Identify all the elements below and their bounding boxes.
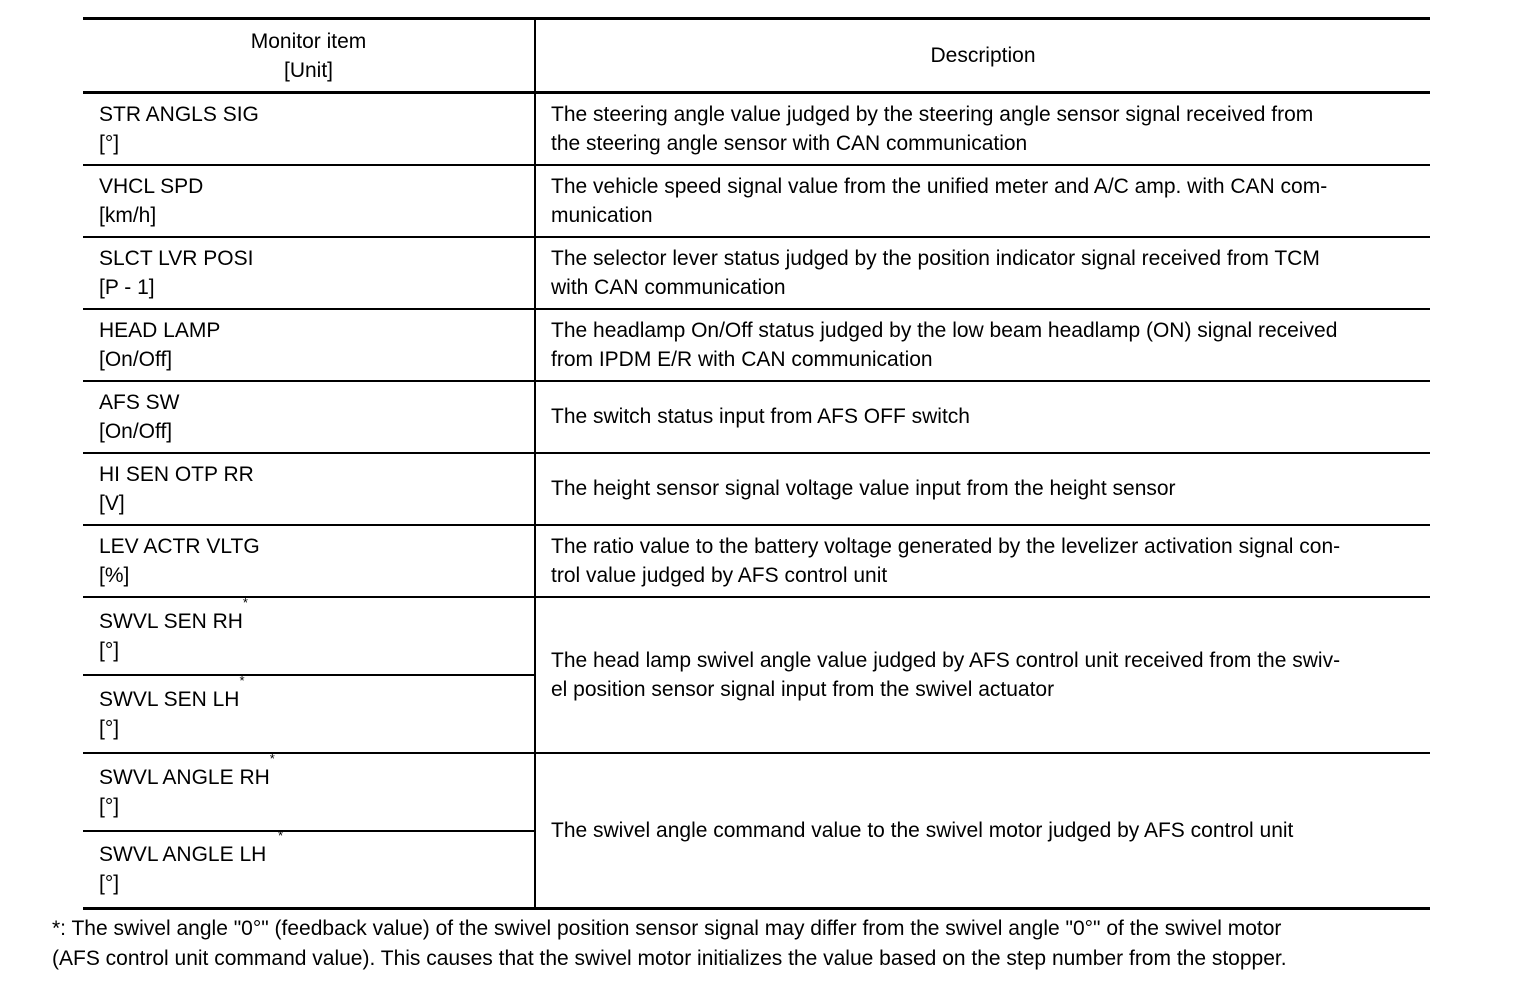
header-monitor-item	[83, 19, 535, 93]
description-line: munication	[551, 203, 653, 227]
monitor-item-table	[83, 17, 1430, 910]
header-monitor-item-label: Monitor item	[250, 29, 367, 53]
description-line: The ratio value to the battery voltage generated by the levelizer activation signal con-	[551, 534, 1341, 558]
monitor-item-unit: [°]	[99, 794, 120, 818]
description-line: The headlamp On/Off status judged by the low beam headlamp (ON) signal received	[551, 318, 1338, 342]
monitor-item-name: SWVL SEN LH	[99, 687, 240, 711]
description-cell	[535, 453, 1430, 525]
table-row	[83, 93, 1430, 165]
description-line: The steering angle value judged by the steering angle sensor signal received from	[551, 102, 1314, 126]
footnote-mark: *	[239, 672, 245, 688]
table-row	[83, 165, 1430, 237]
monitor-item-name: HI SEN OTP RR	[99, 462, 254, 486]
footnote-mark: *	[277, 828, 284, 844]
monitor-item-name-line	[99, 750, 534, 792]
description-line: trol value judged by AFS control unit	[551, 563, 888, 587]
monitor-item-cell	[83, 237, 535, 309]
monitor-item-cell	[83, 453, 535, 525]
monitor-item-name: HEAD LAMP	[99, 318, 221, 342]
description-cell	[535, 753, 1430, 909]
monitor-item-unit: [km/h]	[99, 203, 157, 227]
monitor-item-unit: [°]	[99, 131, 120, 155]
header-unit-label: [Unit]	[283, 58, 333, 82]
description-line: from IPDM E/R with CAN communication	[551, 347, 933, 371]
monitor-item-cell	[83, 309, 535, 381]
monitor-item-name: LEV ACTR VLTG	[99, 534, 260, 558]
monitor-item-cell	[83, 594, 535, 675]
table-row	[83, 453, 1430, 525]
monitor-item-cell	[83, 525, 535, 597]
monitor-item-name-line	[99, 594, 534, 636]
footnote-line: *: The swivel angle "0°" (feedback value) of the swivel position sensor signal may differ from the swivel angle "0°" of the swivel motor	[52, 917, 1282, 940]
description-line: The head lamp swivel angle value judged by AFS control unit received from the swiv-	[551, 648, 1341, 672]
description-line: The selector lever status judged by the position indicator signal received from TCM	[551, 246, 1320, 270]
monitor-item-cell	[83, 381, 535, 453]
monitor-item-name-line	[99, 672, 534, 714]
description-cell	[535, 309, 1430, 381]
table-header-row	[83, 19, 1430, 93]
description-line: The vehicle speed signal value from the unified meter and A/C amp. with CAN com-	[551, 174, 1328, 198]
monitor-item-name: SWVL ANGLE LH	[99, 843, 267, 867]
monitor-item-unit: [P - 1]	[99, 275, 155, 299]
table-row	[83, 309, 1430, 381]
monitor-item-unit: [%]	[99, 563, 130, 587]
monitor-item-unit: [°]	[99, 716, 120, 740]
monitor-item-unit: [°]	[99, 638, 120, 662]
description-cell	[535, 597, 1430, 753]
table-row	[83, 597, 1430, 675]
monitor-item-name: SWVL ANGLE RH	[99, 765, 270, 789]
description-cell	[535, 381, 1430, 453]
description-cell	[535, 93, 1430, 165]
monitor-item-name: AFS SW	[99, 390, 180, 414]
table-row	[83, 525, 1430, 597]
monitor-item-cell	[83, 828, 535, 909]
footnote-mark: *	[269, 750, 275, 766]
monitor-item-unit: [V]	[99, 491, 125, 515]
footnote-line: (AFS control unit command value). This causes that the swivel motor initializes the value based on the step number from the stopper.	[52, 947, 1287, 970]
description-line: The swivel angle command value to the swivel motor judged by AFS control unit	[551, 818, 1294, 842]
description-line: The height sensor signal voltage value input from the height sensor	[551, 477, 1176, 500]
monitor-item-name: SWVL SEN RH	[99, 609, 243, 633]
header-description: Description	[535, 19, 1430, 93]
monitor-item-cell	[83, 750, 535, 831]
footnote-mark: *	[242, 594, 248, 610]
monitor-item-table-container	[83, 17, 1430, 910]
table-row	[83, 237, 1430, 309]
description-cell	[535, 525, 1430, 597]
description-cell	[535, 237, 1430, 309]
description-cell	[535, 165, 1430, 237]
table-row	[83, 381, 1430, 453]
monitor-item-cell	[83, 165, 535, 237]
monitor-item-name: SLCT LVR POSI	[99, 246, 254, 270]
description-line: with CAN communication	[551, 275, 786, 299]
description-line: The switch status input from AFS OFF switch	[551, 405, 970, 428]
footnote	[52, 914, 1522, 974]
monitor-item-name-line	[99, 828, 534, 869]
description-line: el position sensor signal input from the swivel actuator	[551, 677, 1055, 701]
description-line: the steering angle sensor with CAN communication	[551, 131, 1028, 155]
monitor-item-cell	[83, 93, 535, 165]
monitor-item-cell	[83, 672, 535, 753]
monitor-item-unit: [On/Off]	[99, 419, 173, 443]
table-row	[83, 753, 1430, 831]
monitor-item-unit: [On/Off]	[99, 347, 173, 371]
monitor-item-name: STR ANGLS SIG	[99, 102, 259, 126]
monitor-item-unit: [°]	[99, 872, 120, 896]
monitor-item-name: VHCL SPD	[99, 174, 204, 198]
